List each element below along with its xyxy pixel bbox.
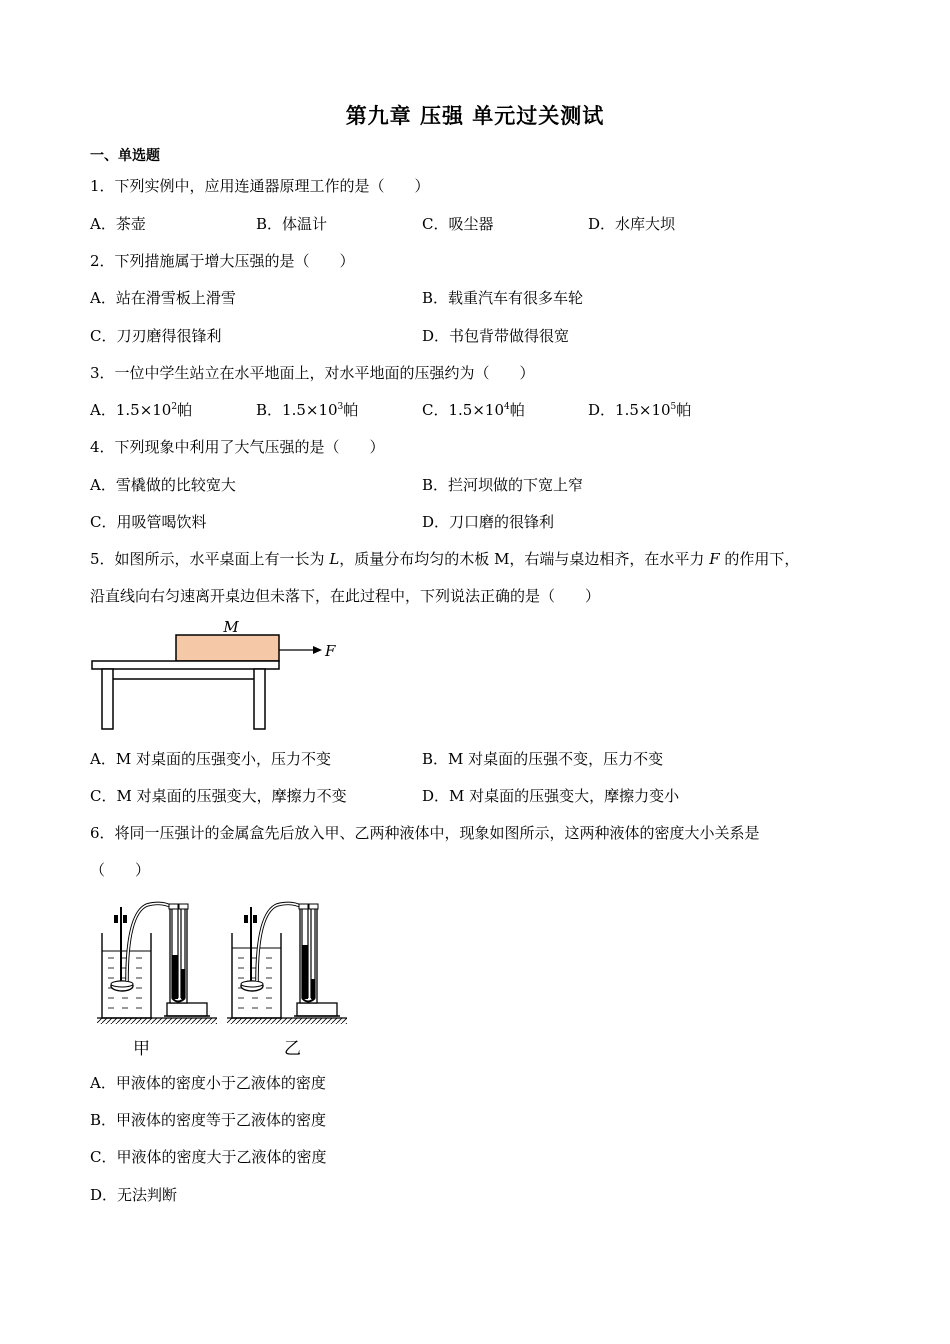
q1-option-c: C．吸尘器 <box>422 215 494 233</box>
q1-stem: 1．下列实例中，应用连通器原理工作的是（ ） <box>90 177 430 195</box>
force-label: F <box>325 642 336 660</box>
q3-option-c: C．$1.5\times 10^4$帕 <box>422 401 525 419</box>
q6-option-b: B．甲液体的密度等于乙液体的密度 <box>90 1111 327 1129</box>
q5-stem-line2: 沿直线向右匀速离开桌边但未落下，在此过程中，下列说法正确的是（ ） <box>90 587 601 605</box>
q1-option-d: D．水库大坝 <box>588 215 676 233</box>
q2-option-a: A．站在滑雪板上滑雪 <box>90 289 236 307</box>
q6-option-c: C．甲液体的密度大于乙液体的密度 <box>90 1148 327 1166</box>
q1-option-a: A．茶壶 <box>90 215 146 233</box>
q5-option-a: A．M 对桌面的压强变小，压力不变 <box>90 750 331 768</box>
q2-option-b: B．载重汽车有很多车轮 <box>422 289 584 307</box>
page-title: 第九章 压强 单元过关测试 <box>345 104 605 128</box>
q3-option-d: D．$1.5\times 10^5$帕 <box>588 401 692 419</box>
q4-option-b: B．拦河坝做的下宽上窄 <box>422 476 584 494</box>
q5-option-b: B．M 对桌面的压强不变，压力不变 <box>422 750 664 768</box>
caption-jia: 甲 <box>133 1039 150 1059</box>
q6-stem-line1: 6．将同一压强计的金属盒先后放入甲、乙两种液体中，现象如图所示，这两种液体的密度大小关系是 <box>90 824 760 842</box>
wooden-board <box>176 635 279 661</box>
q2-option-d: D．书包背带做得很宽 <box>422 327 570 345</box>
apparatus-right <box>227 903 347 1024</box>
q5-option-d: D．M 对桌面的压强变大，摩擦力变小 <box>422 787 680 805</box>
section-heading: 一、单选题 <box>90 148 160 164</box>
q5-option-c: C．M 对桌面的压强变大，摩擦力不变 <box>90 787 347 805</box>
q2-option-c: C．刀刃磨得很锋利 <box>90 327 222 345</box>
table-leg-left <box>102 669 113 729</box>
q4-option-c: C．用吸管喝饮料 <box>90 513 207 531</box>
q6-option-d: D．无法判断 <box>90 1186 178 1204</box>
table-board-figure <box>88 615 348 735</box>
table-top <box>92 661 279 669</box>
q3-stem: 3．一位中学生站立在水平地面上，对水平地面的压强约为（ ） <box>90 364 535 382</box>
q4-option-a: A．雪橇做的比较宽大 <box>90 476 236 494</box>
apparatus-left <box>97 903 217 1024</box>
caption-yi: 乙 <box>284 1039 301 1059</box>
q2-stem: 2．下列措施属于增大压强的是（ ） <box>90 252 355 270</box>
q1-option-b: B．体温计 <box>256 215 328 233</box>
table-leg-right <box>254 669 265 729</box>
q3-option-a: A．$1.5\times 10^2$帕 <box>90 401 193 419</box>
q6-stem-line2: （ ） <box>90 861 151 879</box>
pressure-gauge-figure <box>92 893 352 1028</box>
board-label: M <box>223 618 239 636</box>
force-arrow-head <box>313 646 322 654</box>
q4-option-d: D．刀口磨的很锋利 <box>422 513 555 531</box>
q3-option-b: B．$1.5\times 10^3$帕 <box>256 401 359 419</box>
q5-stem-line1: 5．如图所示，水平桌面上有一长为 L，质量分布均匀的木板 M，右端与桌边相齐，在水平力 F 的作用下， <box>90 550 800 568</box>
q6-option-a: A．甲液体的密度小于乙液体的密度 <box>90 1074 326 1092</box>
q4-stem: 4．下列现象中利用了大气压强的是（ ） <box>90 438 385 456</box>
